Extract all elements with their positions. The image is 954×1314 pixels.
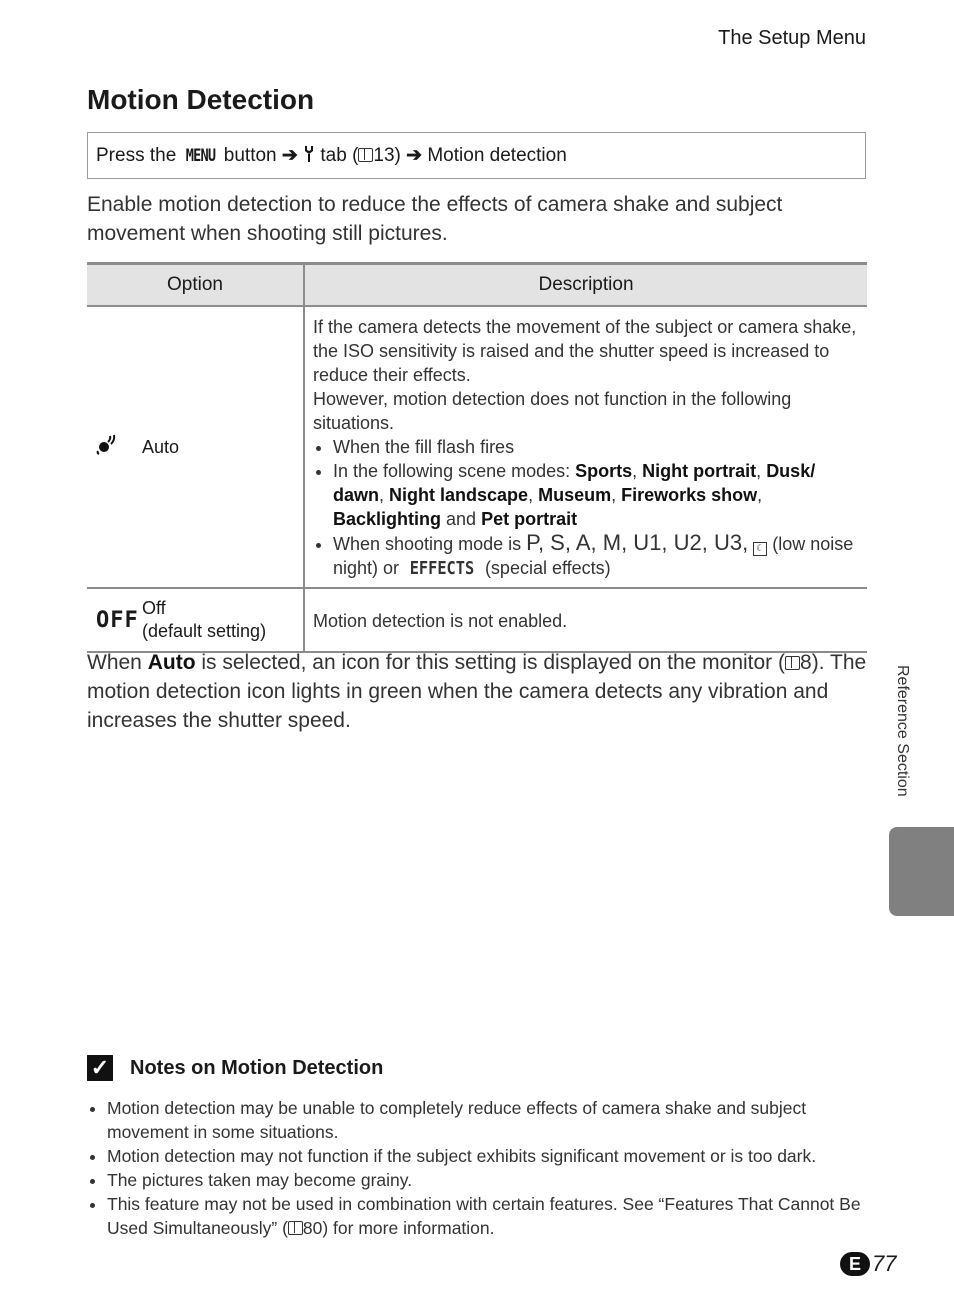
list-item: • In the following scene modes: Sports, Night portrait, Dusk/ dawn, Night landscape, Museum, Fireworks show, Backlighting and Pet portrait <box>333 459 859 531</box>
nav-tab-text: tab ( <box>320 145 359 166</box>
page-number-value: 77 <box>872 1251 897 1276</box>
list-item <box>333 531 859 581</box>
auto-desc-list <box>313 435 859 581</box>
list-item: • When the fill flash fires <box>333 435 859 459</box>
page-title: Motion Detection <box>87 84 315 115</box>
list-item: • Motion detection may be unable to completely reduce effects of camera shake and subject movement in some situations. <box>107 1096 887 1144</box>
book-reference-icon <box>358 148 373 162</box>
after-auto: Auto <box>147 651 196 674</box>
nav-button-word: button <box>223 145 277 166</box>
auto-desc-paragraph-1: If the camera detects the movement of the subject or camera shake, the ISO sensitivity is raised and the shutter speed is increased to reduce their effects. <box>313 317 857 385</box>
nav-target: Motion detection <box>427 145 567 166</box>
options-table <box>87 262 867 653</box>
shooting-mode-prefix: When shooting mode is <box>333 534 527 554</box>
special-effects-text: (special effects) <box>484 558 611 578</box>
list-item: • Motion detection may not function if the subject exhibits significant movement or is too dark. <box>107 1144 887 1168</box>
option-cell-off <box>87 588 304 652</box>
description-cell-auto <box>304 306 867 588</box>
intro-paragraph: Enable motion detection to reduce the effects of camera shake and subject movement when shooting still pictures. <box>87 193 783 245</box>
scene-museum: Museum <box>538 485 612 505</box>
scene-pet-portrait: Pet portrait <box>481 509 578 529</box>
page-number <box>840 1251 896 1277</box>
shooting-modes: P, S, A, M, U1, U2, U3, <box>526 530 749 555</box>
scene-dusk-dawn: Dusk/ dawn <box>333 461 816 505</box>
arrow-icon: ➔ <box>406 145 423 166</box>
section-side-tab <box>889 827 954 916</box>
low-noise-text: (low noise night) or <box>333 534 854 578</box>
section-side-label: Reference Section <box>894 665 911 797</box>
wrench-icon <box>303 145 320 166</box>
table-row <box>87 588 867 652</box>
after-rest-2: The motion detection icon lights in green when the camera detects any vibration and increases the shutter speed. <box>87 651 867 732</box>
scene-fireworks: Fireworks show <box>621 485 758 505</box>
notes-heading <box>87 1055 383 1081</box>
nav-press-the: Press the <box>96 145 177 166</box>
after-when: When <box>87 651 142 674</box>
notes-list <box>87 1096 887 1240</box>
notes-title: Notes on Motion Detection <box>130 1056 384 1079</box>
book-reference-icon <box>785 656 800 670</box>
night-landscape-icon: ☾ <box>753 542 767 556</box>
note-4-text: This feature may not be used in combination with certain features. See “Features That Cannot Be Used Simultaneously” ( <box>107 1194 861 1238</box>
and-word: and <box>446 509 477 529</box>
book-reference-icon <box>288 1221 303 1235</box>
option-column-header: Option <box>87 264 304 307</box>
after-ref: 8). <box>800 651 825 674</box>
effects-icon: EFFECTS <box>409 558 475 579</box>
auto-desc-paragraph-2: However, motion detection does not function in the following situations. <box>313 389 792 433</box>
checkmark-icon: ✓ <box>87 1055 113 1081</box>
option-cell-auto <box>87 306 304 588</box>
menu-navigation-box <box>87 132 866 179</box>
scene-sports: Sports <box>575 461 633 481</box>
menu-button-icon: MENU <box>185 146 215 166</box>
scene-backlighting: Backlighting <box>333 509 442 529</box>
scene-night-landscape: Night landscape <box>389 485 529 505</box>
arrow-icon: ➔ <box>281 145 298 166</box>
nav-ref-page: 13) <box>373 145 401 166</box>
note-4-ref: 80) for more information. <box>302 1218 495 1238</box>
running-head: The Setup Menu <box>718 27 866 49</box>
option-label-off: Off <box>142 598 166 618</box>
list-item: • The pictures taken may become grainy. <box>107 1168 887 1192</box>
description-cell-off: Motion detection is not enabled. <box>304 588 867 652</box>
table-row <box>87 306 867 588</box>
table-header-row <box>87 264 867 307</box>
after-rest-1: is selected, an icon for this setting is displayed on the monitor ( <box>201 651 786 674</box>
off-icon: OFF <box>96 607 139 633</box>
motion-detection-auto-icon <box>88 433 142 461</box>
default-setting-note: (default setting) <box>142 621 267 641</box>
scene-night-portrait: Night portrait <box>642 461 757 481</box>
description-column-header: Description <box>304 264 867 307</box>
scene-modes-prefix: In the following scene modes: <box>333 461 576 481</box>
list-item <box>107 1192 887 1240</box>
after-paragraph <box>87 648 877 735</box>
reference-section-e-icon: E <box>840 1252 870 1276</box>
option-label-auto: Auto <box>142 436 180 457</box>
